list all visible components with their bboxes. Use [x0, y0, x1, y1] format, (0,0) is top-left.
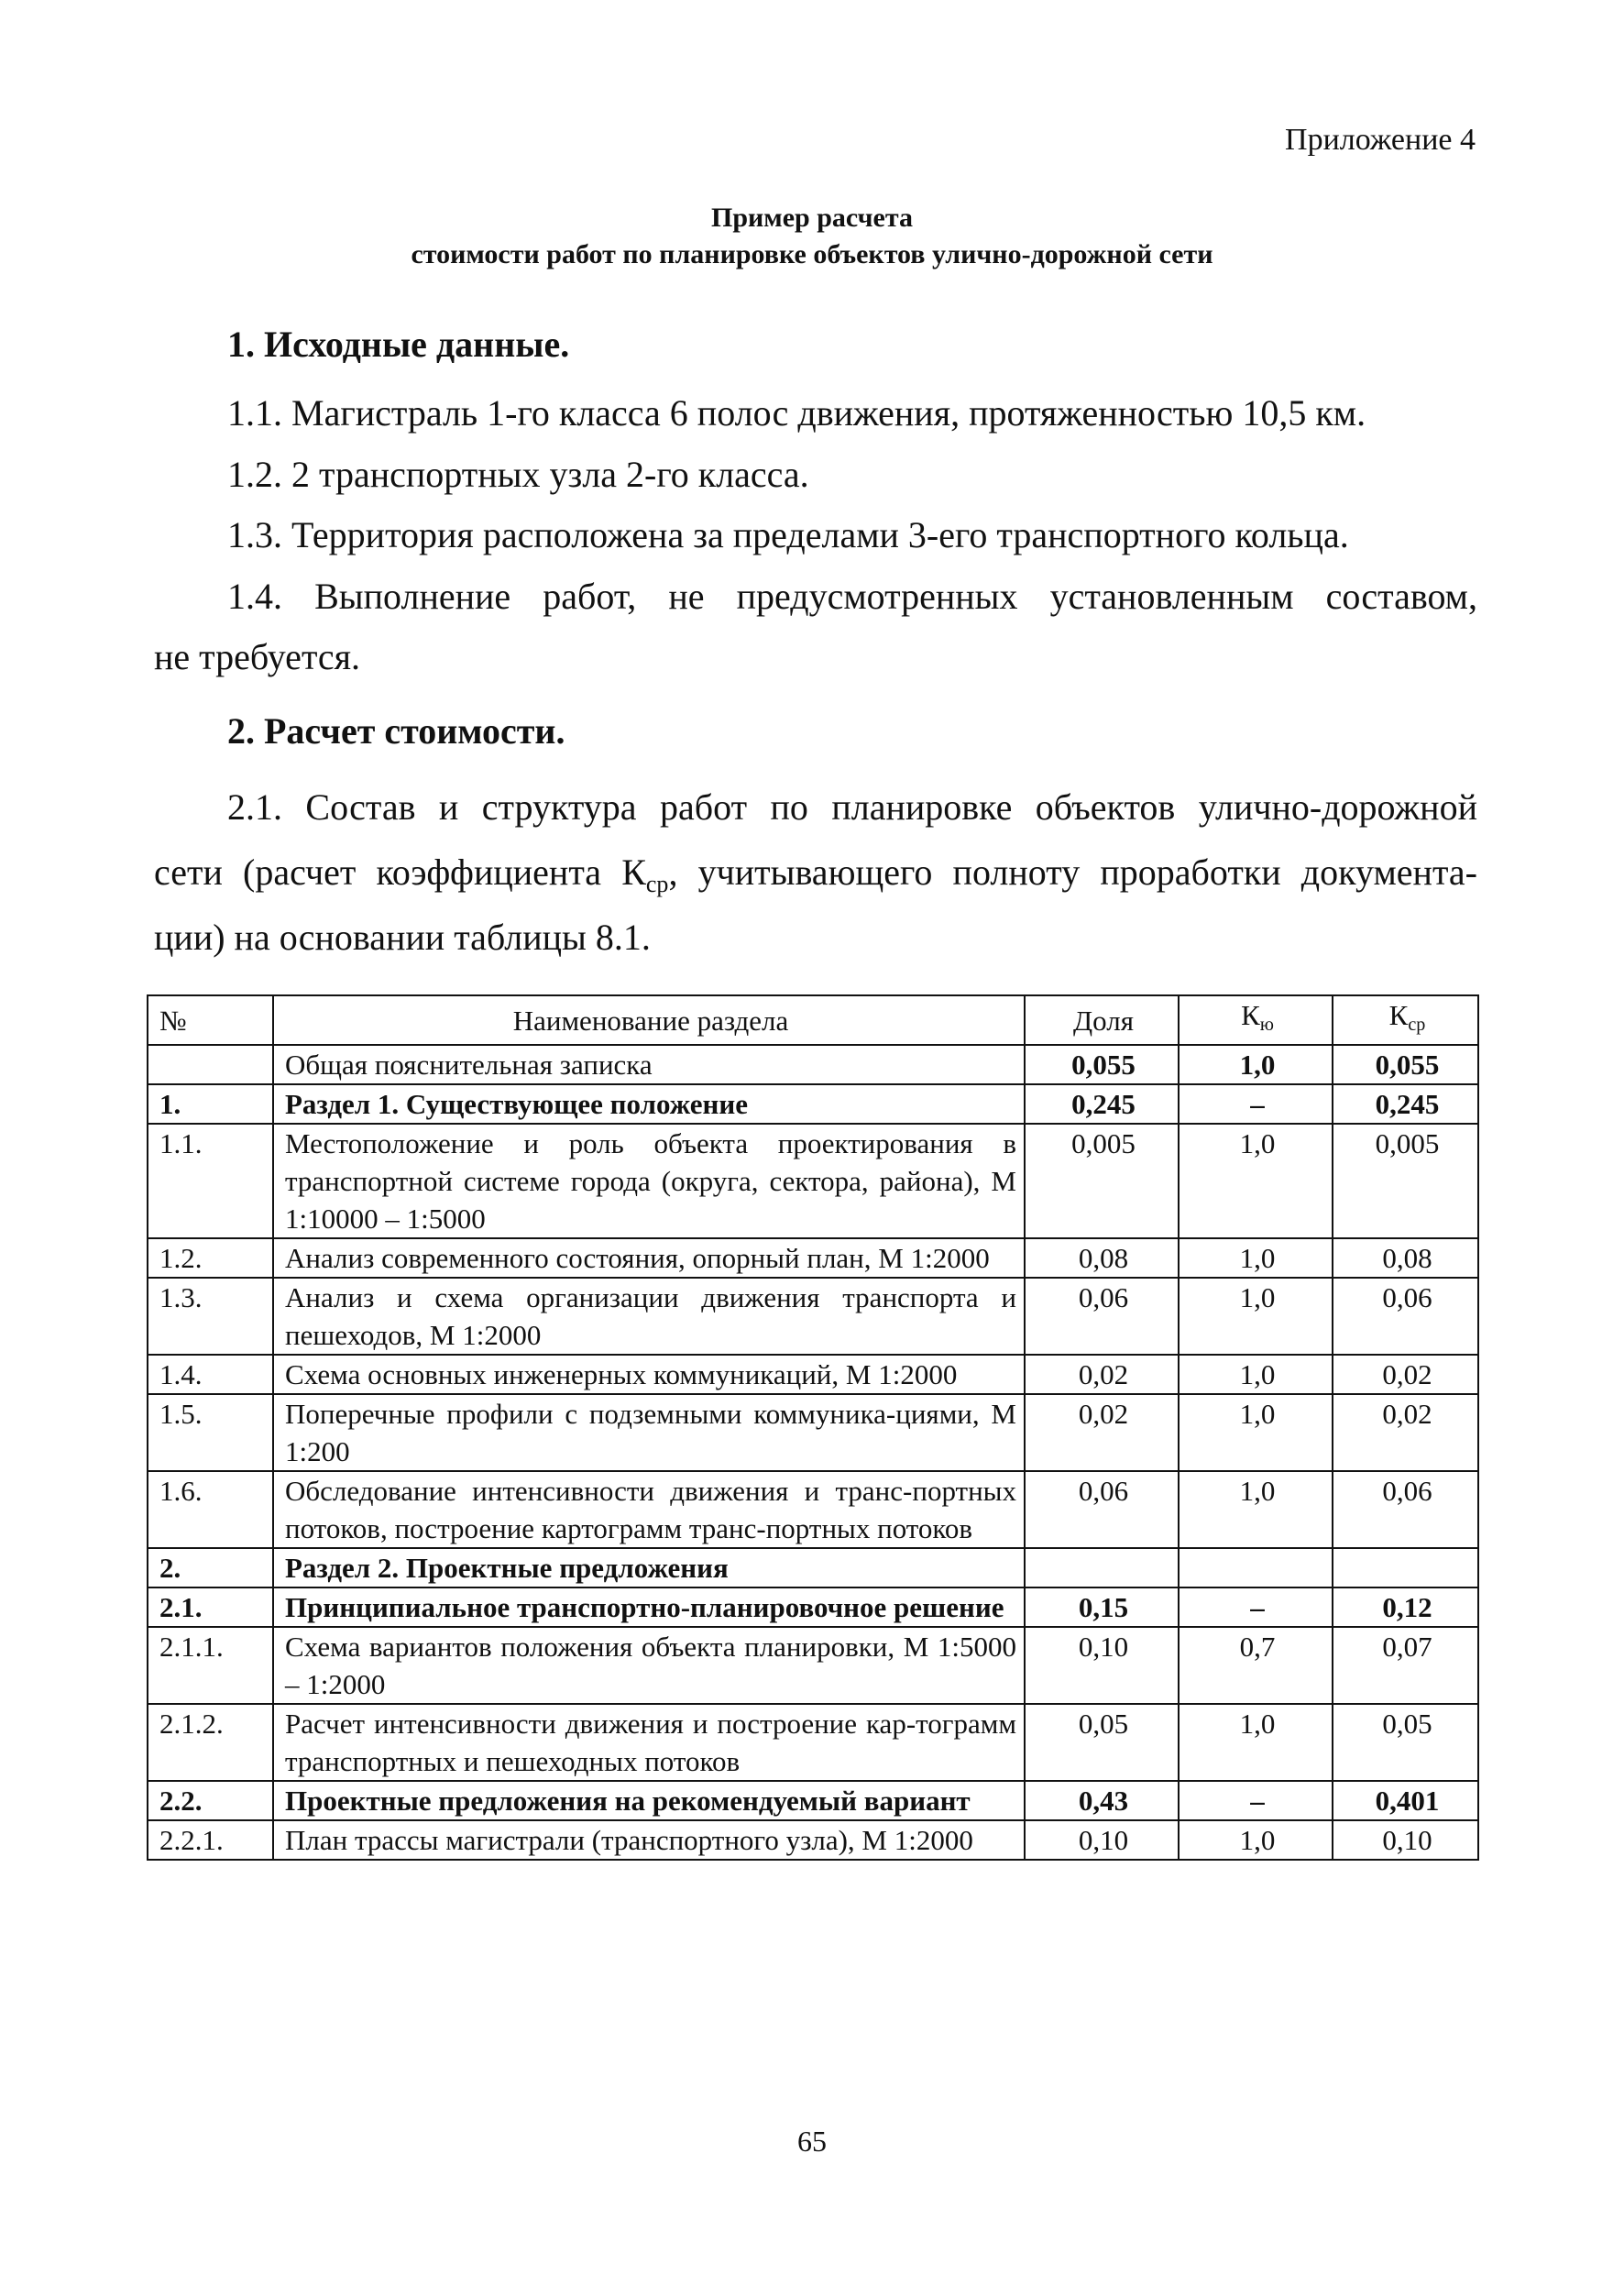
row-number: 2.1.	[148, 1587, 273, 1627]
table-row	[148, 1704, 1478, 1781]
row-k-sr: 0,02	[1333, 1394, 1478, 1471]
row-k-ju: 0,7	[1179, 1627, 1333, 1704]
header-k-sr: $К_{ср}$	[1333, 995, 1478, 1045]
row-name: Принципиальное транспортно-планировочное решение	[273, 1587, 1025, 1627]
row-k-sr: 0,055	[1333, 1045, 1478, 1084]
row-number: 2.2.	[148, 1781, 273, 1820]
table-row	[148, 1781, 1478, 1820]
row-name: Анализ и схема организации движения транспорта и пешеходов, М 1:2000	[273, 1278, 1025, 1355]
row-share: 0,08	[1025, 1238, 1179, 1278]
para-2-1-line3: ции) на основании таблицы 8.1.	[154, 917, 651, 958]
row-k-sr: 0,401	[1333, 1781, 1478, 1820]
row-share: 0,15	[1025, 1587, 1179, 1627]
row-number: 1.6.	[148, 1471, 273, 1548]
table-row	[148, 1124, 1478, 1238]
row-number	[148, 1045, 273, 1084]
section2-heading: 2. Расчет стоимости.	[227, 710, 565, 752]
row-number: 2.1.2.	[148, 1704, 273, 1781]
row-name: Общая пояснительная записка	[273, 1045, 1025, 1084]
row-share: 0,43	[1025, 1781, 1179, 1820]
row-k-ju: 1,0	[1179, 1471, 1333, 1548]
item-1-1: 1.1. Магистраль 1-го класса 6 полос движения, протяженностью 10,5 км.	[227, 392, 1366, 434]
page-number: 65	[797, 2125, 827, 2158]
row-k-ju: –	[1179, 1587, 1333, 1627]
row-k-ju: 1,0	[1179, 1355, 1333, 1394]
table-row	[148, 1471, 1478, 1548]
row-k-ju: –	[1179, 1084, 1333, 1124]
table-row	[148, 1045, 1478, 1084]
row-number: 2.1.1.	[148, 1627, 273, 1704]
para-2-1-line2: сети (расчет коэффициента $К_{ср}$, учитывающего полноту проработки документа-	[154, 851, 1478, 897]
table-row	[148, 1394, 1478, 1471]
item-1-4-line2: не требуется.	[154, 636, 361, 677]
row-k-ju: 1,0	[1179, 1394, 1333, 1471]
row-k-sr: 0,05	[1333, 1704, 1478, 1781]
row-share: 0,06	[1025, 1471, 1179, 1548]
row-k-sr: 0,06	[1333, 1278, 1478, 1355]
table-body	[148, 1045, 1478, 1860]
row-number: 2.	[148, 1548, 273, 1587]
header-name: Наименование раздела	[273, 995, 1025, 1045]
row-share: 0,10	[1025, 1627, 1179, 1704]
row-share	[1025, 1548, 1179, 1587]
row-share: 0,10	[1025, 1820, 1179, 1860]
row-k-sr: 0,06	[1333, 1471, 1478, 1548]
row-k-ju: 1,0	[1179, 1278, 1333, 1355]
row-share: 0,06	[1025, 1278, 1179, 1355]
item-1-4-line1: 1.4. Выполнение работ, не предусмотренных установленным составом,	[227, 576, 1477, 617]
row-number: 2.2.1.	[148, 1820, 273, 1860]
row-k-sr: 0,005	[1333, 1124, 1478, 1238]
row-name: План трассы магистрали (транспортного узла), М 1:2000	[273, 1820, 1025, 1860]
table-row	[148, 1587, 1478, 1627]
header-k-ju: $К_ю$	[1179, 995, 1333, 1045]
row-k-ju: 1,0	[1179, 1704, 1333, 1781]
row-k-ju: 1,0	[1179, 1820, 1333, 1860]
row-k-ju: –	[1179, 1781, 1333, 1820]
table-row	[148, 1355, 1478, 1394]
table-row	[148, 1627, 1478, 1704]
table-row	[148, 1084, 1478, 1124]
row-k-sr: 0,245	[1333, 1084, 1478, 1124]
row-name: Расчет интенсивности движения и построение кар-тограмм транспортных и пешеходных потоков	[273, 1704, 1025, 1781]
item-1-2: 1.2. 2 транспортных узла 2-го класса.	[227, 454, 809, 495]
section1-heading: 1. Исходные данные.	[227, 324, 570, 365]
appendix-label: Приложение 4	[1285, 123, 1476, 157]
row-name: Схема вариантов положения объекта планировки, М 1:5000 – 1:2000	[273, 1627, 1025, 1704]
table-row	[148, 1820, 1478, 1860]
row-name: Обследование интенсивности движения и транс-портных потоков, построение картограмм транс-портных потоков	[273, 1471, 1025, 1548]
item-1-3: 1.3. Территория расположена за пределами 3-его транспортного кольца.	[227, 514, 1349, 555]
row-k-sr	[1333, 1548, 1478, 1587]
row-name: Раздел 2. Проектные предложения	[273, 1548, 1025, 1587]
table-row	[148, 1278, 1478, 1355]
row-name: Местоположение и роль объекта проектирования в транспортной системе города (округа, сектора, района), М 1:10000 – 1:5000	[273, 1124, 1025, 1238]
para-2-1-line1: 2.1. Состав и структура работ по планировке объектов улично-дорожной	[227, 786, 1477, 828]
row-share: 0,05	[1025, 1704, 1179, 1781]
row-share: 0,02	[1025, 1394, 1179, 1471]
row-k-ju: 1,0	[1179, 1238, 1333, 1278]
table-header-row	[148, 995, 1478, 1045]
row-number: 1.5.	[148, 1394, 273, 1471]
row-number: 1.1.	[148, 1124, 273, 1238]
row-number: 1.2.	[148, 1238, 273, 1278]
header-share: Доля	[1025, 995, 1179, 1045]
row-share: 0,005	[1025, 1124, 1179, 1238]
row-k-sr: 0,10	[1333, 1820, 1478, 1860]
row-k-ju: 1,0	[1179, 1045, 1333, 1084]
row-k-sr: 0,07	[1333, 1627, 1478, 1704]
row-share: 0,055	[1025, 1045, 1179, 1084]
doc-title: Пример расчета	[711, 203, 913, 233]
row-number: 1.	[148, 1084, 273, 1124]
row-share: 0,02	[1025, 1355, 1179, 1394]
row-name: Проектные предложения на рекомендуемый вариант	[273, 1781, 1025, 1820]
row-name: Раздел 1. Существующее положение	[273, 1084, 1025, 1124]
row-share: 0,245	[1025, 1084, 1179, 1124]
row-k-sr: 0,12	[1333, 1587, 1478, 1627]
coefficients-table	[147, 994, 1479, 1861]
row-k-sr: 0,02	[1333, 1355, 1478, 1394]
table-row	[148, 1238, 1478, 1278]
row-k-ju	[1179, 1548, 1333, 1587]
header-number: №	[148, 995, 273, 1045]
table-row	[148, 1548, 1478, 1587]
row-number: 1.3.	[148, 1278, 273, 1355]
row-name: Анализ современного состояния, опорный план, М 1:2000	[273, 1238, 1025, 1278]
row-name: Поперечные профили с подземными коммуника-циями, М 1:200	[273, 1394, 1025, 1471]
doc-subtitle: стоимости работ по планировке объектов улично-дорожной сети	[411, 239, 1213, 269]
row-k-ju: 1,0	[1179, 1124, 1333, 1238]
row-k-sr: 0,08	[1333, 1238, 1478, 1278]
row-number: 1.4.	[148, 1355, 273, 1394]
row-name: Схема основных инженерных коммуникаций, М 1:2000	[273, 1355, 1025, 1394]
